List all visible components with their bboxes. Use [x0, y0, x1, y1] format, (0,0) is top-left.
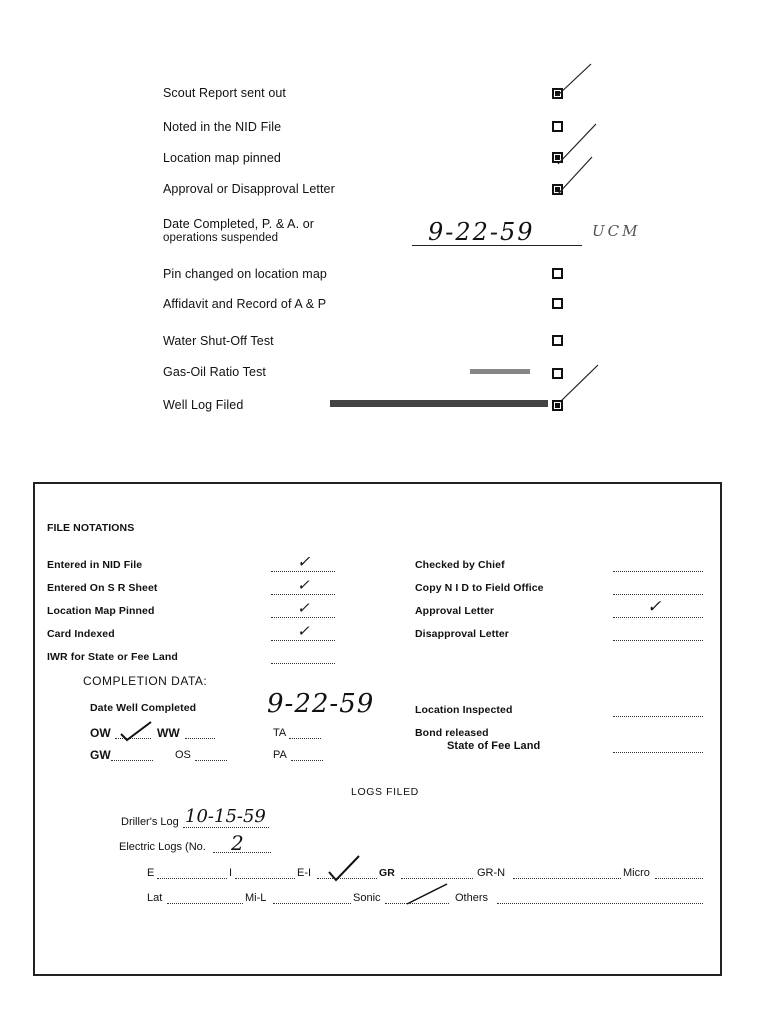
logs-filed-title: LOGS FILED: [351, 786, 419, 798]
fill-line: [613, 594, 703, 595]
report-item-checkbox[interactable]: [552, 400, 563, 411]
fill-line: [613, 752, 703, 753]
fill-line: [271, 571, 335, 572]
notation-mark: ✓: [297, 599, 310, 617]
notation-label: Entered in NID File: [47, 559, 143, 571]
report-item-label: Location map pinned: [163, 151, 281, 165]
ta-label: TA: [273, 727, 287, 739]
drillers-log-label: Driller's Log: [121, 816, 179, 828]
check-mark-icon: [119, 720, 153, 742]
notation-mark: ✓: [297, 622, 310, 640]
fill-line: [613, 617, 703, 618]
fill-line: [291, 760, 323, 761]
scan-smudge: [330, 400, 548, 407]
notation-label: Approval Letter: [415, 605, 495, 617]
fill-line: [271, 663, 335, 664]
report-item-label: operations suspended: [163, 232, 279, 244]
fill-line: [613, 640, 703, 641]
electric-logs-label: Electric Logs (No.: [119, 841, 206, 853]
initials-value: UCM: [592, 222, 641, 240]
check-mark-icon: [405, 882, 449, 908]
log-type-label: GR-N: [477, 867, 506, 879]
fill-line: [111, 760, 153, 761]
fill-line: [271, 594, 335, 595]
state-fee-land-label: State of Fee Land: [447, 740, 541, 752]
log-type-label: GR: [379, 867, 395, 879]
fill-line: [289, 738, 321, 739]
scan-smudge: [470, 369, 530, 374]
bond-released-label: Bond released: [415, 727, 489, 739]
log-type-label: E: [147, 867, 155, 879]
gw-label: GW: [90, 748, 111, 762]
fill-line: [655, 878, 703, 879]
log-type-label: Others: [455, 892, 489, 904]
check-mark-icon: [327, 854, 361, 882]
report-item-checkbox[interactable]: [552, 268, 563, 279]
fill-line: [195, 760, 227, 761]
fill-line: [613, 716, 703, 717]
date-underline: [412, 245, 582, 246]
file-notations-card: [33, 482, 722, 976]
check-mark-icon: [558, 362, 602, 406]
notation-label: Copy N I D to Field Office: [415, 582, 544, 594]
fill-line: [183, 827, 269, 828]
report-item-label: Approval or Disapproval Letter: [163, 182, 335, 196]
log-type-label: E-I: [297, 867, 312, 879]
notation-label: Location Map Pinned: [47, 605, 155, 617]
ww-label: WW: [157, 726, 180, 740]
log-type-label: Sonic: [353, 892, 381, 904]
electric-logs-value: 2: [231, 831, 244, 855]
fill-line: [497, 903, 703, 904]
notation-mark: ✓: [297, 552, 311, 571]
report-item-checkbox[interactable]: [552, 335, 563, 346]
pa-label: PA: [273, 749, 287, 761]
fill-line: [271, 617, 335, 618]
notation-label: Disapproval Letter: [415, 628, 509, 640]
report-item-label: Date Completed, P. & A. or: [163, 217, 315, 231]
report-item-label: Well Log Filed: [163, 398, 244, 412]
log-type-label: Lat: [147, 892, 163, 904]
report-item-label: Gas-Oil Ratio Test: [163, 365, 266, 379]
log-type-label: Mi-L: [245, 892, 267, 904]
fill-line: [513, 878, 621, 879]
fill-line: [167, 903, 243, 904]
os-label: OS: [175, 749, 191, 761]
notation-label: Entered On S R Sheet: [47, 582, 158, 594]
fill-line: [185, 738, 215, 739]
notation-label: IWR for State or Fee Land: [47, 651, 178, 663]
location-inspected-label: Location Inspected: [415, 704, 513, 716]
report-item-label: Noted in the NID File: [163, 120, 282, 134]
report-item-label: Scout Report sent out: [163, 86, 287, 100]
drillers-log-value: 10-15-59: [185, 806, 266, 827]
log-type-label: I: [229, 867, 233, 879]
check-mark-icon: [555, 60, 595, 100]
ow-label: OW: [90, 726, 111, 740]
report-item-checkbox[interactable]: [552, 298, 563, 309]
notation-mark: ✓: [647, 597, 662, 617]
fill-line: [157, 878, 227, 879]
fill-line: [235, 878, 295, 879]
fill-line: [271, 640, 335, 641]
report-item-label: Water Shut-Off Test: [163, 334, 274, 348]
date-completed-value: 9-22-59: [428, 218, 535, 246]
report-item-label: Affidavit and Record of A & P: [163, 297, 327, 311]
fill-line: [213, 852, 271, 853]
log-type-label: Micro: [623, 867, 650, 879]
notation-mark: ✓: [297, 576, 310, 594]
card-title: FILE NOTATIONS: [47, 522, 135, 534]
fill-line: [401, 878, 473, 879]
completion-title: COMPLETION DATA:: [83, 674, 208, 688]
notation-label: Card Indexed: [47, 628, 115, 640]
date-well-completed-label: Date Well Completed: [90, 702, 197, 714]
notation-label: Checked by Chief: [415, 559, 505, 571]
date-well-completed-value: 9-22-59: [267, 689, 375, 719]
fill-line: [273, 903, 351, 904]
fill-line: [613, 571, 703, 572]
report-item-label: Pin changed on location map: [163, 267, 327, 281]
check-mark-icon: [556, 154, 596, 198]
